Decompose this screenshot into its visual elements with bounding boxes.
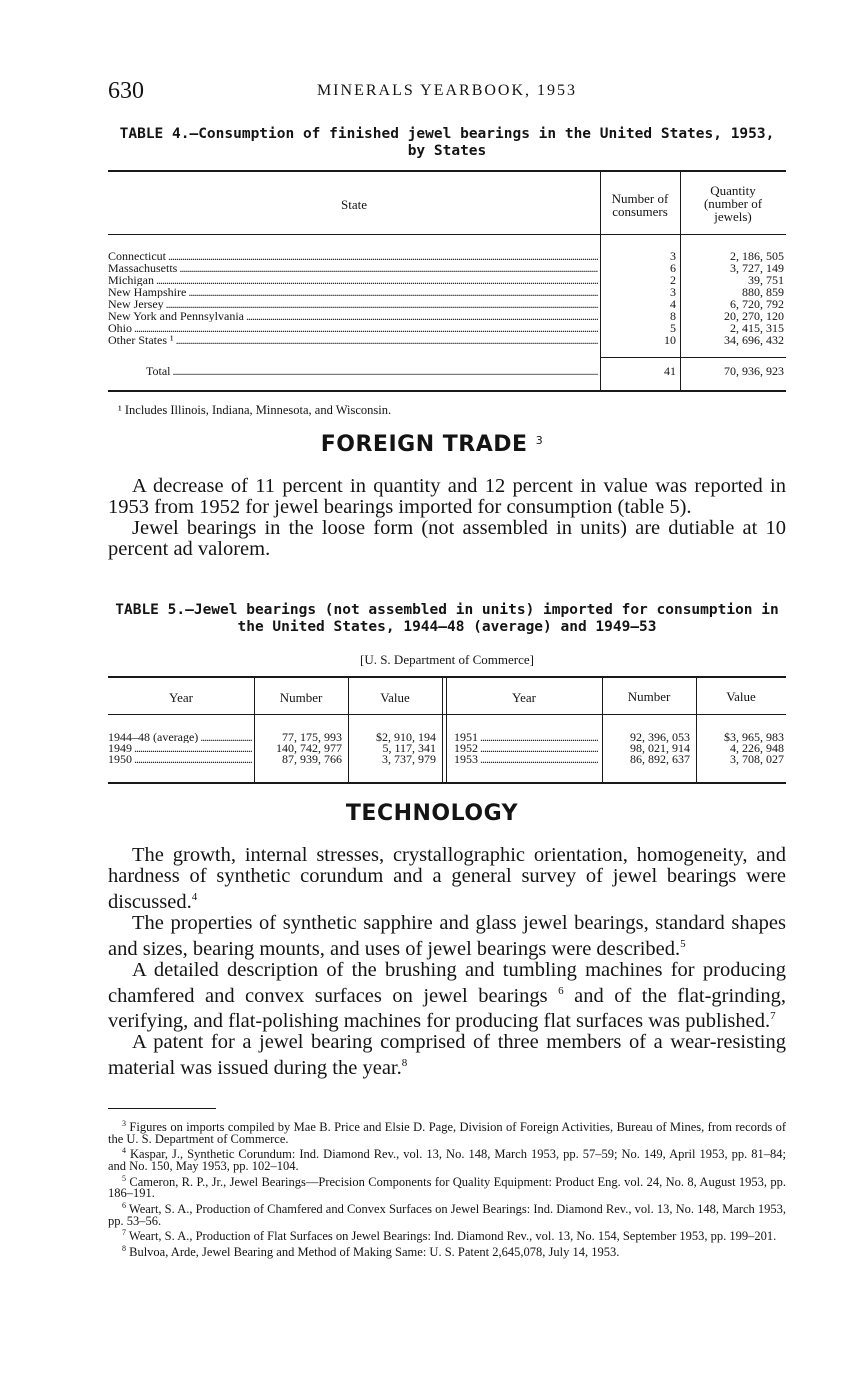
table5-caption: TABLE 5.—Jewel bearings (not assembled in units) imported for consumption in the United States, 1944—48 (average) and 1949–53 bbox=[115, 602, 779, 635]
table-row: Michigan ..... bbox=[108, 274, 598, 286]
table5-col-number-2: Number bbox=[627, 689, 671, 704]
table4-caption: TABLE 4.—Consumption of finished jewel bearings in the United States, 1953, by States bbox=[119, 126, 775, 159]
table4-col-state: State bbox=[341, 197, 367, 212]
paragraph: The properties of synthetic sapphire and glass jewel bearings, standard shapes and sizes, bearing mounts, and uses of jewel bearings were described.$^5$ bbox=[108, 911, 786, 960]
paragraph: A decrease of 11 percent in quantity and 12 percent in value was reported in 1953 from 1952 for jewel bearings imported for consumption (table 5). bbox=[108, 475, 786, 518]
table5-col-value: Value bbox=[380, 690, 410, 705]
table4: State Number of consumers Quantity (number of jewels) Connecticut ..... 3 2, 186, 505 Massachusetts ..... 6 3, 727, 149 Michigan ..... 2 39, 751 New Hampshire ..... 3 880, 859 New Jersey ..... 4 6, 720, 792 New York and Pennsylvania ..... 8 20, 270, 120 Ohio ..... 5 2, 415, 315 Other States ¹ ..... 10 34, 696, 432 Total ..... 41 70, 936, 923 bbox=[108, 170, 786, 392]
table-row: Other States ¹ ..... bbox=[108, 334, 598, 346]
page-number: 630 bbox=[108, 78, 144, 104]
table4-total-label: Total ..... bbox=[146, 365, 598, 377]
table-row: Ohio ..... bbox=[108, 322, 598, 334]
table-row: Massachusetts ..... bbox=[108, 262, 598, 274]
paragraph: Jewel bearings in the loose form (not assembled in units) are dutiable at 10 percent ad valorem. bbox=[108, 517, 786, 560]
table-row: 1951 ..... bbox=[454, 731, 598, 743]
foreign-trade-text bbox=[108, 476, 786, 560]
section-heading-technology: TECHNOLOGY bbox=[345, 801, 519, 826]
footnote: $^7$ Weart, S. A., Production of Flat Surfaces on Jewel Bearings: Ind. Diamond Rev., vol. 13, No. 154, September 1953, pp. 199–201. bbox=[122, 1228, 777, 1244]
footnote: $^3$ Figures on imports compiled by Mae B. Price and Elsie D. Page, Division of Foreign Activities, Bureau of Mines, from records of the U. S. Department of Commerce. bbox=[108, 1119, 787, 1146]
footnotes bbox=[108, 1118, 786, 1259]
footnote: $^8$ Bulvoa, Arde, Jewel Bearing and Method of Making Same: U. S. Patent 2,645,078, July 14, 1953. bbox=[122, 1244, 620, 1260]
footnote-rule bbox=[108, 1108, 216, 1109]
paragraph: The growth, internal stresses, crystallographic orientation, homogeneity, and hardness of synthetic corundum and a general survey of jewel bearings were discussed.$^4$ bbox=[108, 844, 786, 913]
paragraph: A patent for a jewel bearing comprised of three members of a wear-resisting material was issued during the year.$^8$ bbox=[108, 1031, 786, 1080]
footnote: $^6$ Weart, S. A., Production of Chamfered and Convex Surfaces on Jewel Bearings: Ind. Diamond Rev., vol. 13, No. 148, March 1953, pp. 53–56. bbox=[108, 1201, 786, 1228]
technology-text bbox=[108, 845, 786, 1079]
section-heading-foreign-trade: FOREIGN TRADE $^3$ bbox=[320, 432, 544, 457]
table4-total-consumers: 41 bbox=[664, 364, 676, 378]
table5-col-year: Year bbox=[169, 690, 193, 705]
table5: Year Number Value Year Number Value 1944–48 (average) ..... 77, 175, 993 $2, 910, 194 1949 ..... 140, 742, 977 5, 117, 341 1950 ..... 87, 939, 766 3, 737, 979 1951 ..... 92, 396, 053 $3, 965, 983 1952 ..... 98, 021, 914 4, 226, 948 1953 ..... 86, 892, 637 3, 708, 027 bbox=[108, 676, 786, 784]
table5-col-year-2: Year bbox=[512, 690, 536, 705]
table-row: 1949 ..... bbox=[108, 742, 252, 754]
table-row: 1944–48 (average) ..... bbox=[108, 731, 252, 743]
table5-source: [U. S. Department of Commerce] bbox=[359, 652, 534, 667]
table4-col-consumers: Number of consumers bbox=[611, 191, 669, 219]
table5-col-value-2: Value bbox=[726, 689, 756, 704]
running-title: MINERALS YEARBOOK, 1953 bbox=[316, 82, 578, 99]
table4-col-quantity: Quantity (number of jewels) bbox=[703, 183, 763, 224]
table-row: Connecticut ..... bbox=[108, 250, 598, 262]
running-head bbox=[108, 78, 786, 108]
paragraph: A detailed description of the brushing and tumbling machines for producing chamfered and convex surfaces on jewel bearings $^6$ and of the flat-grinding, verifying, and flat-polishing machines for producing flat surfaces was published.$^7$ bbox=[108, 958, 787, 1033]
table-row: New York and Pennsylvania ..... bbox=[108, 310, 598, 322]
footnote: $^5$ Cameron, R. P., Jr., Jewel Bearings—Precision Components for Quality Equipment: Product Eng. vol. 24, No. 8, August 1953, pp. 186–191. bbox=[108, 1173, 787, 1201]
table-row: 1950 ..... bbox=[108, 753, 252, 765]
table4-total-quantity: 70, 936, 923 bbox=[724, 364, 784, 378]
table5-col-number: Number bbox=[279, 690, 323, 705]
table-row: 1953 ..... bbox=[454, 753, 598, 765]
table-row: New Jersey ..... bbox=[108, 298, 598, 310]
footnote: $^4$ Kaspar, J., Synthetic Corundum: Ind. Diamond Rev., vol. 13, No. 148, March 1953, pp. 57–59; No. 149, April 1953, pp. 81–84; and No. 150, May 1953, pp. 102–104. bbox=[108, 1146, 786, 1174]
table-row: 1952 ..... bbox=[454, 742, 598, 754]
table-row: New Hampshire ..... bbox=[108, 286, 598, 298]
table4-footnote: ¹ Includes Illinois, Indiana, Minnesota, and Wisconsin. bbox=[118, 403, 392, 417]
